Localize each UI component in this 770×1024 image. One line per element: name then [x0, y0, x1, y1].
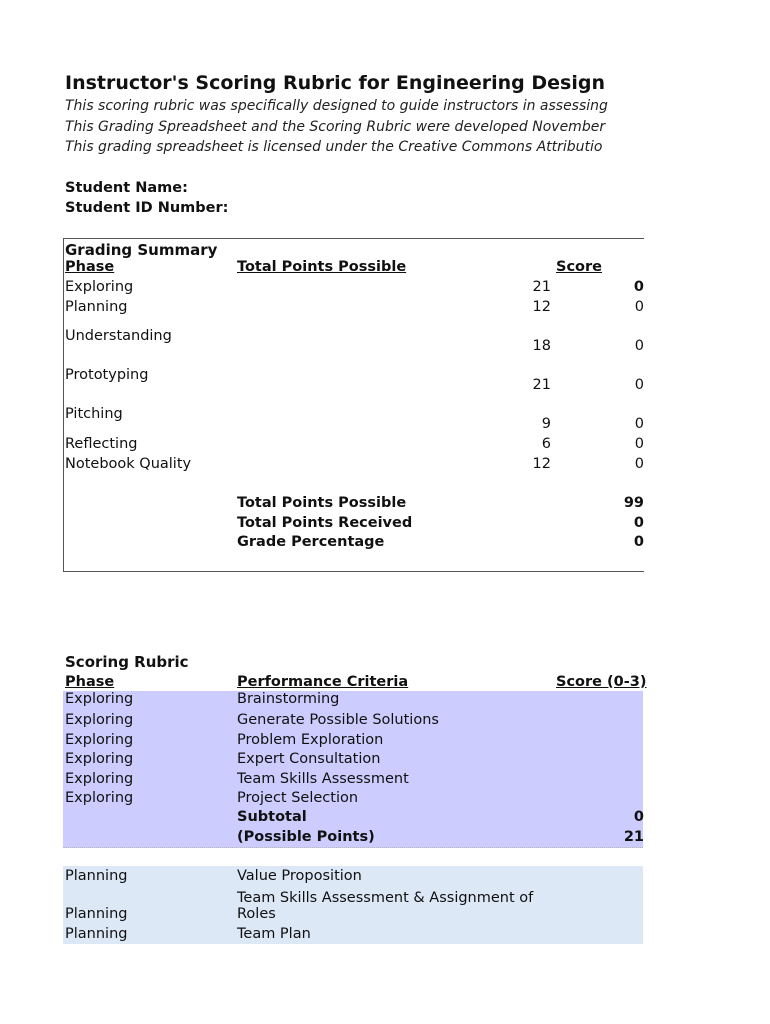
rubric-phase-cell: Planning [65, 906, 128, 922]
rubric-phase-cell: Exploring [65, 712, 134, 728]
summary-header-score: Score [556, 259, 602, 275]
rubric-criteria-team-plan: Team Plan [237, 926, 311, 942]
rubric-header-phase: Phase [65, 674, 115, 690]
total-possible-label: Total Points Possible [237, 495, 407, 511]
exploring-subtotal-value: 0 [633, 809, 644, 825]
score-input-generate-solutions[interactable] [556, 712, 642, 730]
summary-phase-reflecting: Reflecting [65, 436, 138, 452]
total-received-label: Total Points Received [237, 515, 413, 531]
grade-percentage-label: Grade Percentage [237, 534, 385, 550]
score-input-problem-exploration[interactable] [556, 732, 642, 750]
rubric-criteria-generate-solutions: Generate Possible Solutions [237, 712, 439, 728]
summary-possible-understanding: 18 [532, 338, 551, 354]
intro-line-1: This scoring rubric was specifically designed to guide instructors in assessing [65, 98, 608, 114]
summary-possible-prototyping: 21 [532, 377, 551, 393]
intro-line-2: This Grading Spreadsheet and the Scoring Rubric were developed November [65, 119, 606, 135]
rubric-header-criteria: Performance Criteria [237, 674, 409, 690]
summary-score-understanding[interactable]: 0 [634, 338, 644, 354]
exploring-possible-value: 21 [623, 829, 644, 845]
score-input-team-skills[interactable] [556, 771, 642, 789]
summary-score-pitching[interactable]: 0 [634, 416, 644, 432]
summary-phase-understanding: Understanding [65, 328, 172, 344]
summary-header-possible: Total Points Possible [237, 259, 407, 275]
summary-possible-reflecting: 6 [541, 436, 551, 452]
page-title: Instructor's Scoring Rubric for Engineering Design [65, 72, 605, 94]
summary-header-phase: Phase [65, 259, 115, 275]
rubric-phase-cell: Planning [65, 926, 128, 942]
summary-score-planning[interactable]: 0 [634, 299, 644, 315]
summary-phase-prototyping: Prototyping [65, 367, 149, 383]
rubric-criteria-brainstorming: Brainstorming [237, 691, 340, 707]
rubric-phase-cell: Exploring [65, 691, 134, 707]
score-input-project-selection[interactable] [556, 790, 642, 808]
rubric-criteria-value-proposition: Value Proposition [237, 868, 362, 884]
intro-line-3: This grading spreadsheet is licensed under the Creative Commons Attributio [65, 139, 603, 155]
exploring-possible-label: (Possible Points) [237, 829, 375, 845]
summary-possible-notebook-quality: 12 [532, 456, 551, 472]
summary-score-reflecting[interactable]: 0 [634, 436, 644, 452]
score-input-brainstorming[interactable] [556, 691, 642, 709]
rubric-criteria-expert-consultation: Expert Consultation [237, 751, 381, 767]
rubric-header-score: Score (0-3) [556, 674, 647, 690]
rubric-phase-cell: Exploring [65, 771, 134, 787]
score-input-team-roles[interactable] [556, 898, 642, 916]
scoring-rubric-title: Scoring Rubric [65, 653, 189, 671]
summary-phase-notebook-quality: Notebook Quality [65, 456, 192, 472]
rubric-phase-cell: Exploring [65, 790, 134, 806]
rubric-criteria-problem-exploration: Problem Exploration [237, 732, 384, 748]
summary-possible-planning: 12 [532, 299, 551, 315]
rubric-phase-cell: Exploring [65, 751, 134, 767]
rubric-criteria-project-selection: Project Selection [237, 790, 359, 806]
score-input-value-proposition[interactable] [556, 868, 642, 886]
summary-phase-pitching: Pitching [65, 406, 123, 422]
summary-score-prototyping[interactable]: 0 [634, 377, 644, 393]
student-id-label: Student ID Number: [65, 200, 229, 216]
summary-score-exploring[interactable]: 0 [633, 279, 644, 295]
rubric-criteria-team-skills: Team Skills Assessment [237, 771, 409, 787]
summary-possible-exploring: 21 [532, 279, 551, 295]
grading-summary-title: Grading Summary [65, 241, 218, 259]
student-name-label: Student Name: [65, 180, 188, 196]
total-received-value: 0 [633, 515, 644, 531]
rubric-criteria-team-roles-line2: Roles [237, 906, 276, 922]
rubric-criteria-team-roles-line1: Team Skills Assessment & Assignment of [237, 890, 534, 906]
summary-possible-pitching: 9 [541, 416, 551, 432]
rubric-phase-cell: Planning [65, 868, 128, 884]
summary-score-notebook-quality[interactable]: 0 [634, 456, 644, 472]
exploring-subtotal-label: Subtotal [237, 809, 307, 825]
summary-phase-planning: Planning [65, 299, 128, 315]
grade-percentage-value: 0 [633, 534, 644, 550]
rubric-phase-cell: Exploring [65, 732, 134, 748]
total-possible-value: 99 [623, 495, 644, 511]
score-input-team-plan[interactable] [556, 926, 642, 944]
summary-phase-exploring: Exploring [65, 279, 134, 295]
score-input-expert-consultation[interactable] [556, 751, 642, 769]
